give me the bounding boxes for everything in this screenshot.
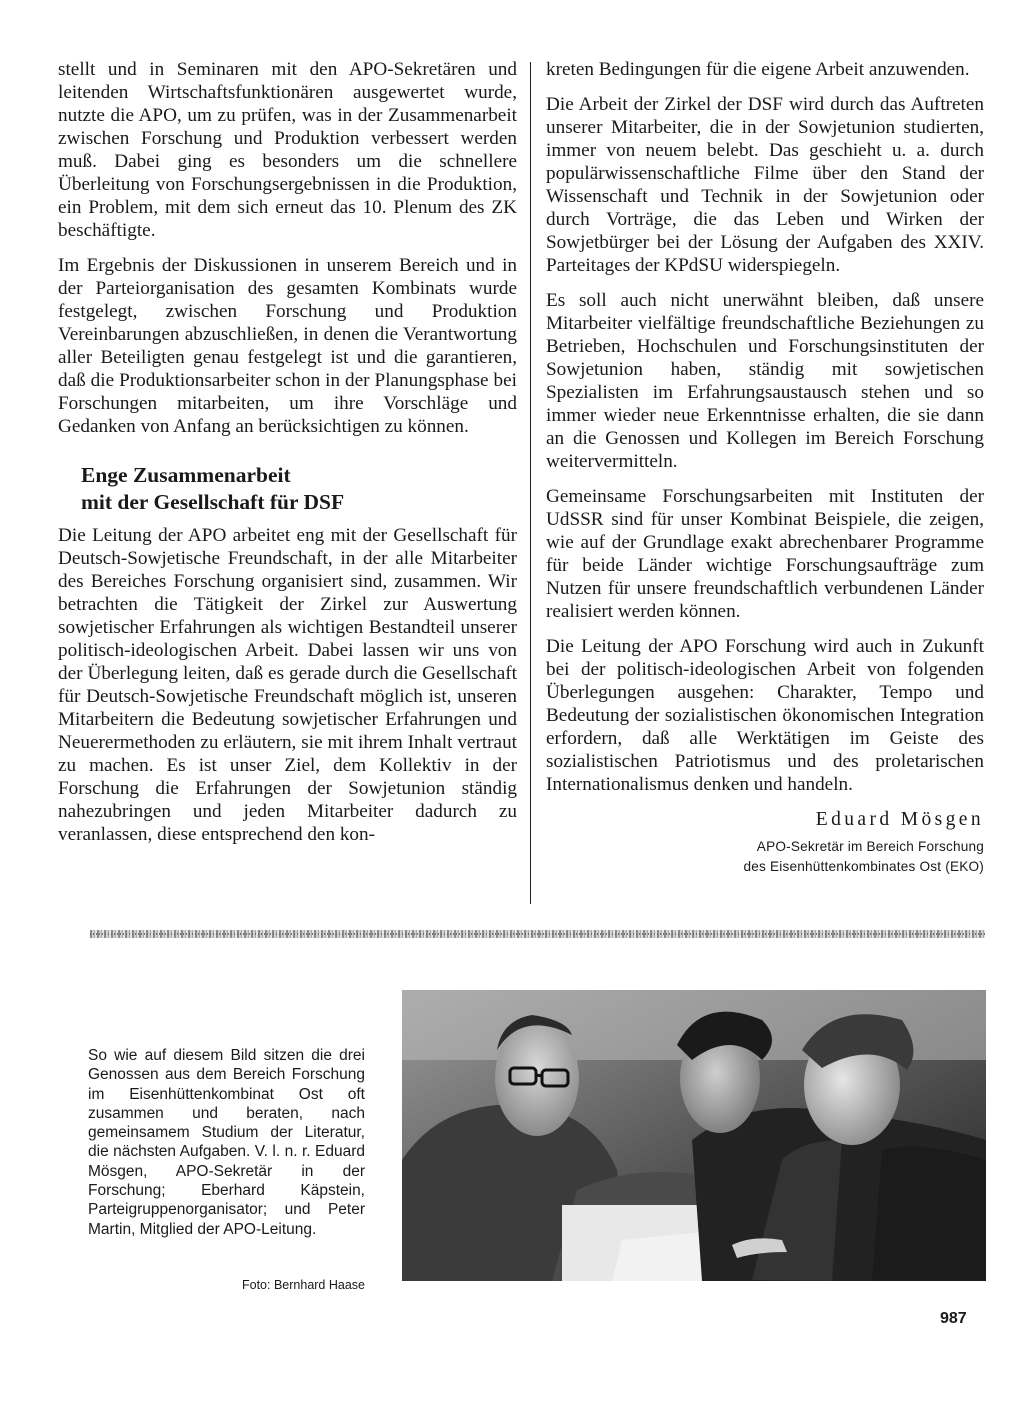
- photo: [402, 990, 986, 1281]
- right-column: [546, 58, 984, 877]
- left-column: [58, 58, 517, 858]
- author-role: APO-Sekretär im Bereich Forschung: [756, 839, 984, 854]
- section-heading: [81, 462, 517, 516]
- photo-credit: Foto: Bernhard Haase: [242, 1278, 365, 1292]
- author-role: des Eisenhüttenkombinates Ost (EKO): [743, 859, 984, 874]
- photo-caption: So wie auf diesem Bild sitzen die drei Genossen aus dem Bereich Forschung im Eisenhüttenkombinat Ost oft zusammen und beraten, nach gemeinsamem Studium der Literatur, die nächsten Aufgaben. V. l. n. r. Eduard Mösgen, APO-Sekretär in der Forschung; Eberhard Käpstein, Parteigruppenorganisator; und Peter Martin, Mitglied der APO-Leitung.: [88, 1047, 365, 1238]
- article-paragraph: kreten Bedingungen für die eigene Arbeit anzuwenden.: [546, 59, 970, 80]
- article-paragraph: Die Leitung der APO arbeitet eng mit der Gesellschaft für Deutsch-Sowjetische Freundschaft, in der alle Mitarbeiter des Bereiches Forschung organisiert sind, zusammen. Wir betrachten die Tätigkeit der Zirkel zur Auswertung sowjetischer Erfahrungen als wichtigen Bestandteil unserer politisch-ideologischen Arbeit. Dabei lassen wir uns von der Überlegung leiten, daß es gerade durch die Gesellschaft für Deutsch-Sowjetische Freundschaft möglich ist, unseren Mitarbeitern die Bedeutung sowjetischer Erfahrungen und Neuerermethoden zu erläutern, sie mit ihrem Inhalt vertraut zu machen. Es ist unser Ziel, dem Kollektiv in der Forschung die Erfahrungen der Sowjetunion ständig nahezubringen und jeden Mitarbeiter dadurch zu veranlassen, diese entsprechend den kon-: [58, 525, 517, 845]
- photo-image: [402, 990, 986, 1281]
- article-paragraph: Im Ergebnis der Diskussionen in unserem Bereich und in der Parteiorganisation des gesamten Kombinats wurde festgelegt, zwischen Forschung und Produktion Vereinbarungen abzuschließen, in denen die Verantwortung aller Beteiligten genau festgelegt ist und die garantieren, daß die Produktionsarbeiter schon in der Planungsphase bei Forschungen mitarbeiten, um ihre Vorschläge und Gedanken von Anfang an berücksichtigen zu können.: [58, 255, 517, 437]
- section-heading-line: mit der Gesellschaft für DSF: [81, 490, 345, 514]
- page-number: 987: [940, 1310, 967, 1327]
- column-divider: [530, 62, 531, 904]
- section-heading-line: Enge Zusammenarbeit: [81, 463, 291, 487]
- article-paragraph: Die Arbeit der Zirkel der DSF wird durch das Auftreten unserer Mitarbeiter, die in der Sowjetunion studierten, immer von neuem belebt. Das geschieht u. a. durch populärwissenschaftliche Filme über den Stand der Wissenschaft und Technik in der Sowjetunion oder durch Vorträge, die das Leben und Wirken der Sowjetbürger bei der Lösung der Aufgaben des XXIV. Parteitages der KPdSU widerspiegeln.: [546, 94, 984, 276]
- article-paragraph: Gemeinsame Forschungsarbeiten mit Instituten der UdSSR sind für unser Kombinat Beispiele, die zeigen, wie auf der Grundlage exakt abrechenbarer Programme für beide Länder wichtige Forschungsaufträge zum Nutzen für unsere freundschaftlich verbundenen Länder realisiert werden können.: [546, 486, 984, 622]
- author-signature: [546, 808, 984, 877]
- author-name: Eduard Mösgen: [815, 809, 984, 830]
- article-paragraph: stellt und in Seminaren mit den APO-Sekretären und leitenden Wirtschaftsfunktionären ausgewertet wurde, nutzte die APO, um zu prüfen, was in der Zusammenarbeit zwischen Forschung und Produktion verbessert werden muß. Dabei ging es besonders um die schnellere Überleitung von Forschungsergebnissen in die Produktion, ein Problem, mit dem sich erneut das 10. Plenum des ZK beschäftigte.: [58, 59, 517, 241]
- article-paragraph: Die Leitung der APO Forschung wird auch in Zukunft bei der politisch-ideologischen Arbeit von folgenden Überlegungen ausgehen: Charakter, Tempo und Bedeutung der sozialistischen ökonomischen Integration erfordern, daß alle Werktätigen im Geiste des sozialistischen Patriotismus und des proletarischen Internationalismus denken und handeln.: [546, 636, 984, 795]
- section-separator: [90, 930, 985, 938]
- article-paragraph: Es soll auch nicht unerwähnt bleiben, daß unsere Mitarbeiter vielfältige freundschaftliche Beziehungen zu Betrieben, Hochschulen und Forschungsinstituten der Sowjetunion haben, ständig mit sowjetischen Spezialisten im Erfahrungsaustausch stehen und so immer wieder neue Erkenntnisse erhalten, die sie dann an die Genossen und Kollegen im Bereich Forschung weitervermitteln.: [546, 290, 984, 472]
